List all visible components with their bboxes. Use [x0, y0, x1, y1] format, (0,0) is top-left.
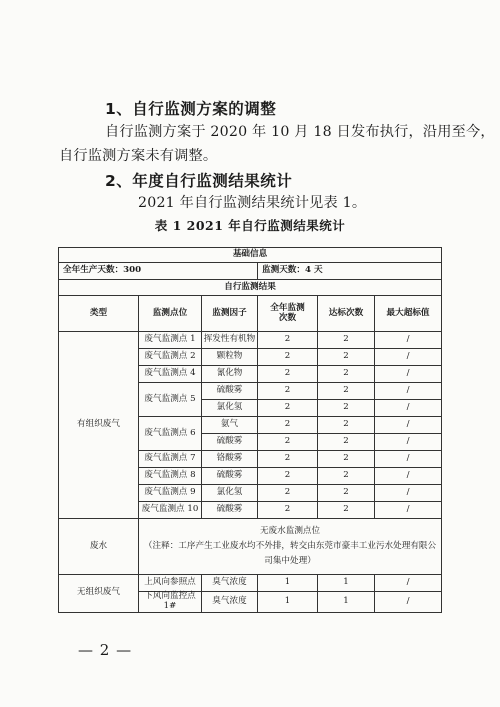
point-cell: 废气监测点 7 [139, 451, 202, 468]
header-point: 监测点位 [139, 296, 202, 332]
pass-cell: 2 [318, 366, 375, 383]
pass-cell: 2 [318, 468, 375, 485]
type-organized: 有组织废气 [59, 332, 139, 519]
count-cell: 2 [258, 366, 318, 383]
pass-cell: 2 [318, 383, 375, 400]
count-cell: 1 [258, 575, 318, 592]
point-cell: 废气监测点 2 [139, 349, 202, 366]
exceed-cell: / [375, 485, 442, 502]
point-cell: 废气监测点 10 [139, 502, 202, 519]
factor-cell: 臭气浓度 [202, 592, 258, 613]
exceed-cell: / [375, 575, 442, 592]
exceed-cell: / [375, 417, 442, 434]
wastewater-row [59, 519, 442, 575]
production-days: 全年生产天数：300 [59, 263, 258, 280]
results-title: 自行监测结果 [59, 280, 442, 296]
factor-cell: 氯化氢 [202, 400, 258, 417]
section2-paragraph: 2021 年自行监测结果统计见表 1。 [138, 195, 367, 211]
table-header-row [59, 296, 442, 332]
header-pass: 达标次数 [318, 296, 375, 332]
pass-cell: 2 [318, 400, 375, 417]
pass-cell: 2 [318, 417, 375, 434]
point-cell: 废气监测点 5 [139, 383, 202, 417]
exceed-cell: / [375, 451, 442, 468]
pass-cell: 2 [318, 451, 375, 468]
type-wastewater: 废水 [59, 519, 139, 575]
point-cell: 废气监测点 9 [139, 485, 202, 502]
exceed-cell: / [375, 434, 442, 451]
count-cell: 2 [258, 502, 318, 519]
exceed-cell: / [375, 592, 442, 613]
count-cell: 2 [258, 332, 318, 349]
exceed-cell: / [375, 332, 442, 349]
pass-cell: 2 [318, 502, 375, 519]
pass-cell: 1 [318, 592, 375, 613]
factor-cell: 硫酸雾 [202, 502, 258, 519]
factor-cell: 硫酸雾 [202, 434, 258, 451]
point-cell: 废气监测点 1 [139, 332, 202, 349]
exceed-cell: / [375, 468, 442, 485]
factor-cell: 氰化物 [202, 366, 258, 383]
exceed-cell: / [375, 383, 442, 400]
exceed-cell: / [375, 349, 442, 366]
count-cell: 2 [258, 417, 318, 434]
exceed-cell: / [375, 366, 442, 383]
header-max-exceed: 最大超标值 [375, 296, 442, 332]
factor-cell: 臭气浓度 [202, 575, 258, 592]
pass-cell: 2 [318, 485, 375, 502]
table-row [59, 332, 442, 349]
point-cell: 废气监测点 8 [139, 468, 202, 485]
point-cell: 废气监测点 6 [139, 417, 202, 451]
exceed-cell: / [375, 502, 442, 519]
count-cell: 2 [258, 434, 318, 451]
count-cell: 2 [258, 383, 318, 400]
count-cell: 2 [258, 400, 318, 417]
basic-info-title: 基础信息 [59, 248, 442, 263]
factor-cell: 铬酸雾 [202, 451, 258, 468]
type-unorganized: 无组织废气 [59, 575, 139, 613]
count-cell: 2 [258, 349, 318, 366]
section2-heading: 2、年度自行监测结果统计 [105, 172, 293, 190]
factor-cell: 硫酸雾 [202, 383, 258, 400]
wastewater-note: 无废水监测点位 （注释：工序产生工业废水均不外排，转交由东莞市豪丰工业污水处理有限公 司集中处理） [139, 519, 442, 575]
header-type: 类型 [59, 296, 139, 332]
factor-cell: 硫酸雾 [202, 468, 258, 485]
pass-cell: 2 [318, 434, 375, 451]
pass-cell: 2 [318, 349, 375, 366]
point-cell: 上风向参照点 [139, 575, 202, 592]
monitoring-days: 监测天数：4 天 [258, 263, 442, 280]
factor-cell: 挥发性有机物 [202, 332, 258, 349]
count-cell: 1 [258, 592, 318, 613]
count-cell: 2 [258, 485, 318, 502]
pass-cell: 1 [318, 575, 375, 592]
count-cell: 2 [258, 468, 318, 485]
table-row [59, 575, 442, 592]
header-factor: 监测因子 [202, 296, 258, 332]
monitoring-results-table [58, 247, 442, 613]
page-number: — 2 — [78, 641, 133, 659]
factor-cell: 氨气 [202, 417, 258, 434]
factor-cell: 氯化氢 [202, 485, 258, 502]
count-cell: 2 [258, 451, 318, 468]
section1-paragraph-line1: 自行监测方案于 2020 年 10 月 18 日发布执行，沿用至今， [105, 124, 495, 140]
header-count: 全年监测 次数 [258, 296, 318, 332]
section1-paragraph-line2: 自行监测方案未有调整。 [59, 148, 218, 164]
factor-cell: 颗粒物 [202, 349, 258, 366]
point-cell: 下风向监控点 1# [139, 592, 202, 613]
point-cell: 废气监测点 4 [139, 366, 202, 383]
pass-cell: 2 [318, 332, 375, 349]
table-caption: 表 1 2021 年自行监测结果统计 [154, 218, 346, 233]
exceed-cell: / [375, 400, 442, 417]
section1-heading: 1、自行监测方案的调整 [105, 100, 277, 118]
